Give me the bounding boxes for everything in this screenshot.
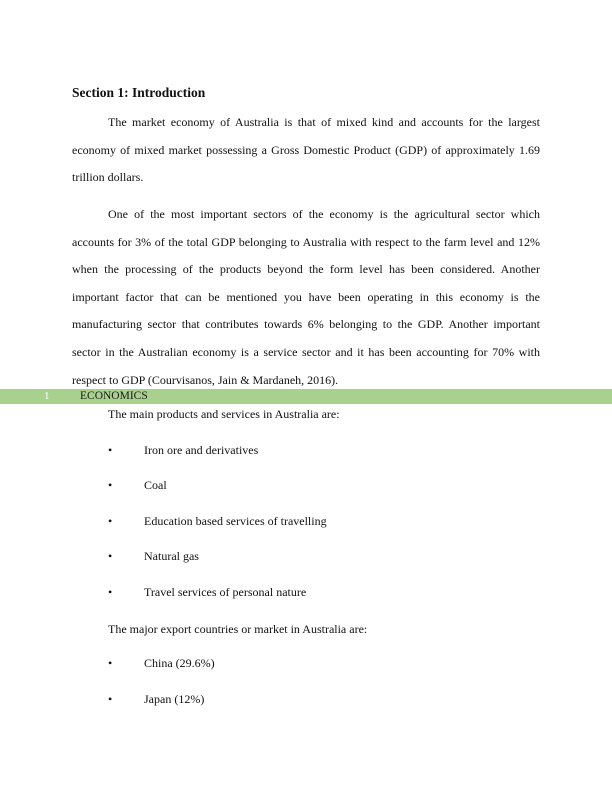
bullet-icon: • (108, 478, 113, 492)
list-item-text: Iron ore and derivatives (144, 443, 259, 457)
list-item-text: China (29.6%) (144, 656, 215, 670)
bullet-icon: • (108, 443, 113, 457)
bullet-icon: • (108, 514, 113, 528)
page-number: 1 (44, 390, 50, 402)
bullet-icon: • (108, 585, 113, 599)
bullet-icon: • (108, 549, 113, 563)
exports-intro: The major export countries or market in Australia are: (108, 622, 368, 636)
products-intro: The main products and services in Australia are: (108, 407, 340, 421)
list-item-text: Japan (12%) (144, 692, 205, 706)
list-item-text: Coal (144, 478, 167, 492)
bullet-icon: • (108, 692, 113, 706)
intro-paragraph-1: The market economy of Australia is that of mixed kind and accounts for the largest economy of mixed market possessing a Gross Domestic Product (GDP) of approximately 1.69 trillion dollars. (72, 115, 540, 185)
section-heading: Section 1: Introduction (72, 85, 206, 100)
list-item-text: Natural gas (144, 549, 199, 563)
intro-paragraph-2: One of the most important sectors of the economy is the agricultural sector which accounts for 3% of the total GDP belonging to Australia with respect to the farm level and 12% when the processing of the products beyond the form level has been considered. Another important factor that can be mentioned you have been operating in this economy is the manufacturing sector that contributes towards 6% belonging to the GDP. Another important sector in the Australian economy is a service sector and it has been accounting for 70% with respect to GDP (Courvisanos, Jain & Mardaneh, 2016). (72, 207, 540, 387)
list-item-text: Education based services of travelling (144, 514, 327, 528)
page-header-band (0, 389, 612, 404)
running-header-title: ECONOMICS (80, 390, 148, 402)
list-item-text: Travel services of personal nature (144, 585, 307, 599)
bullet-icon: • (108, 656, 113, 670)
